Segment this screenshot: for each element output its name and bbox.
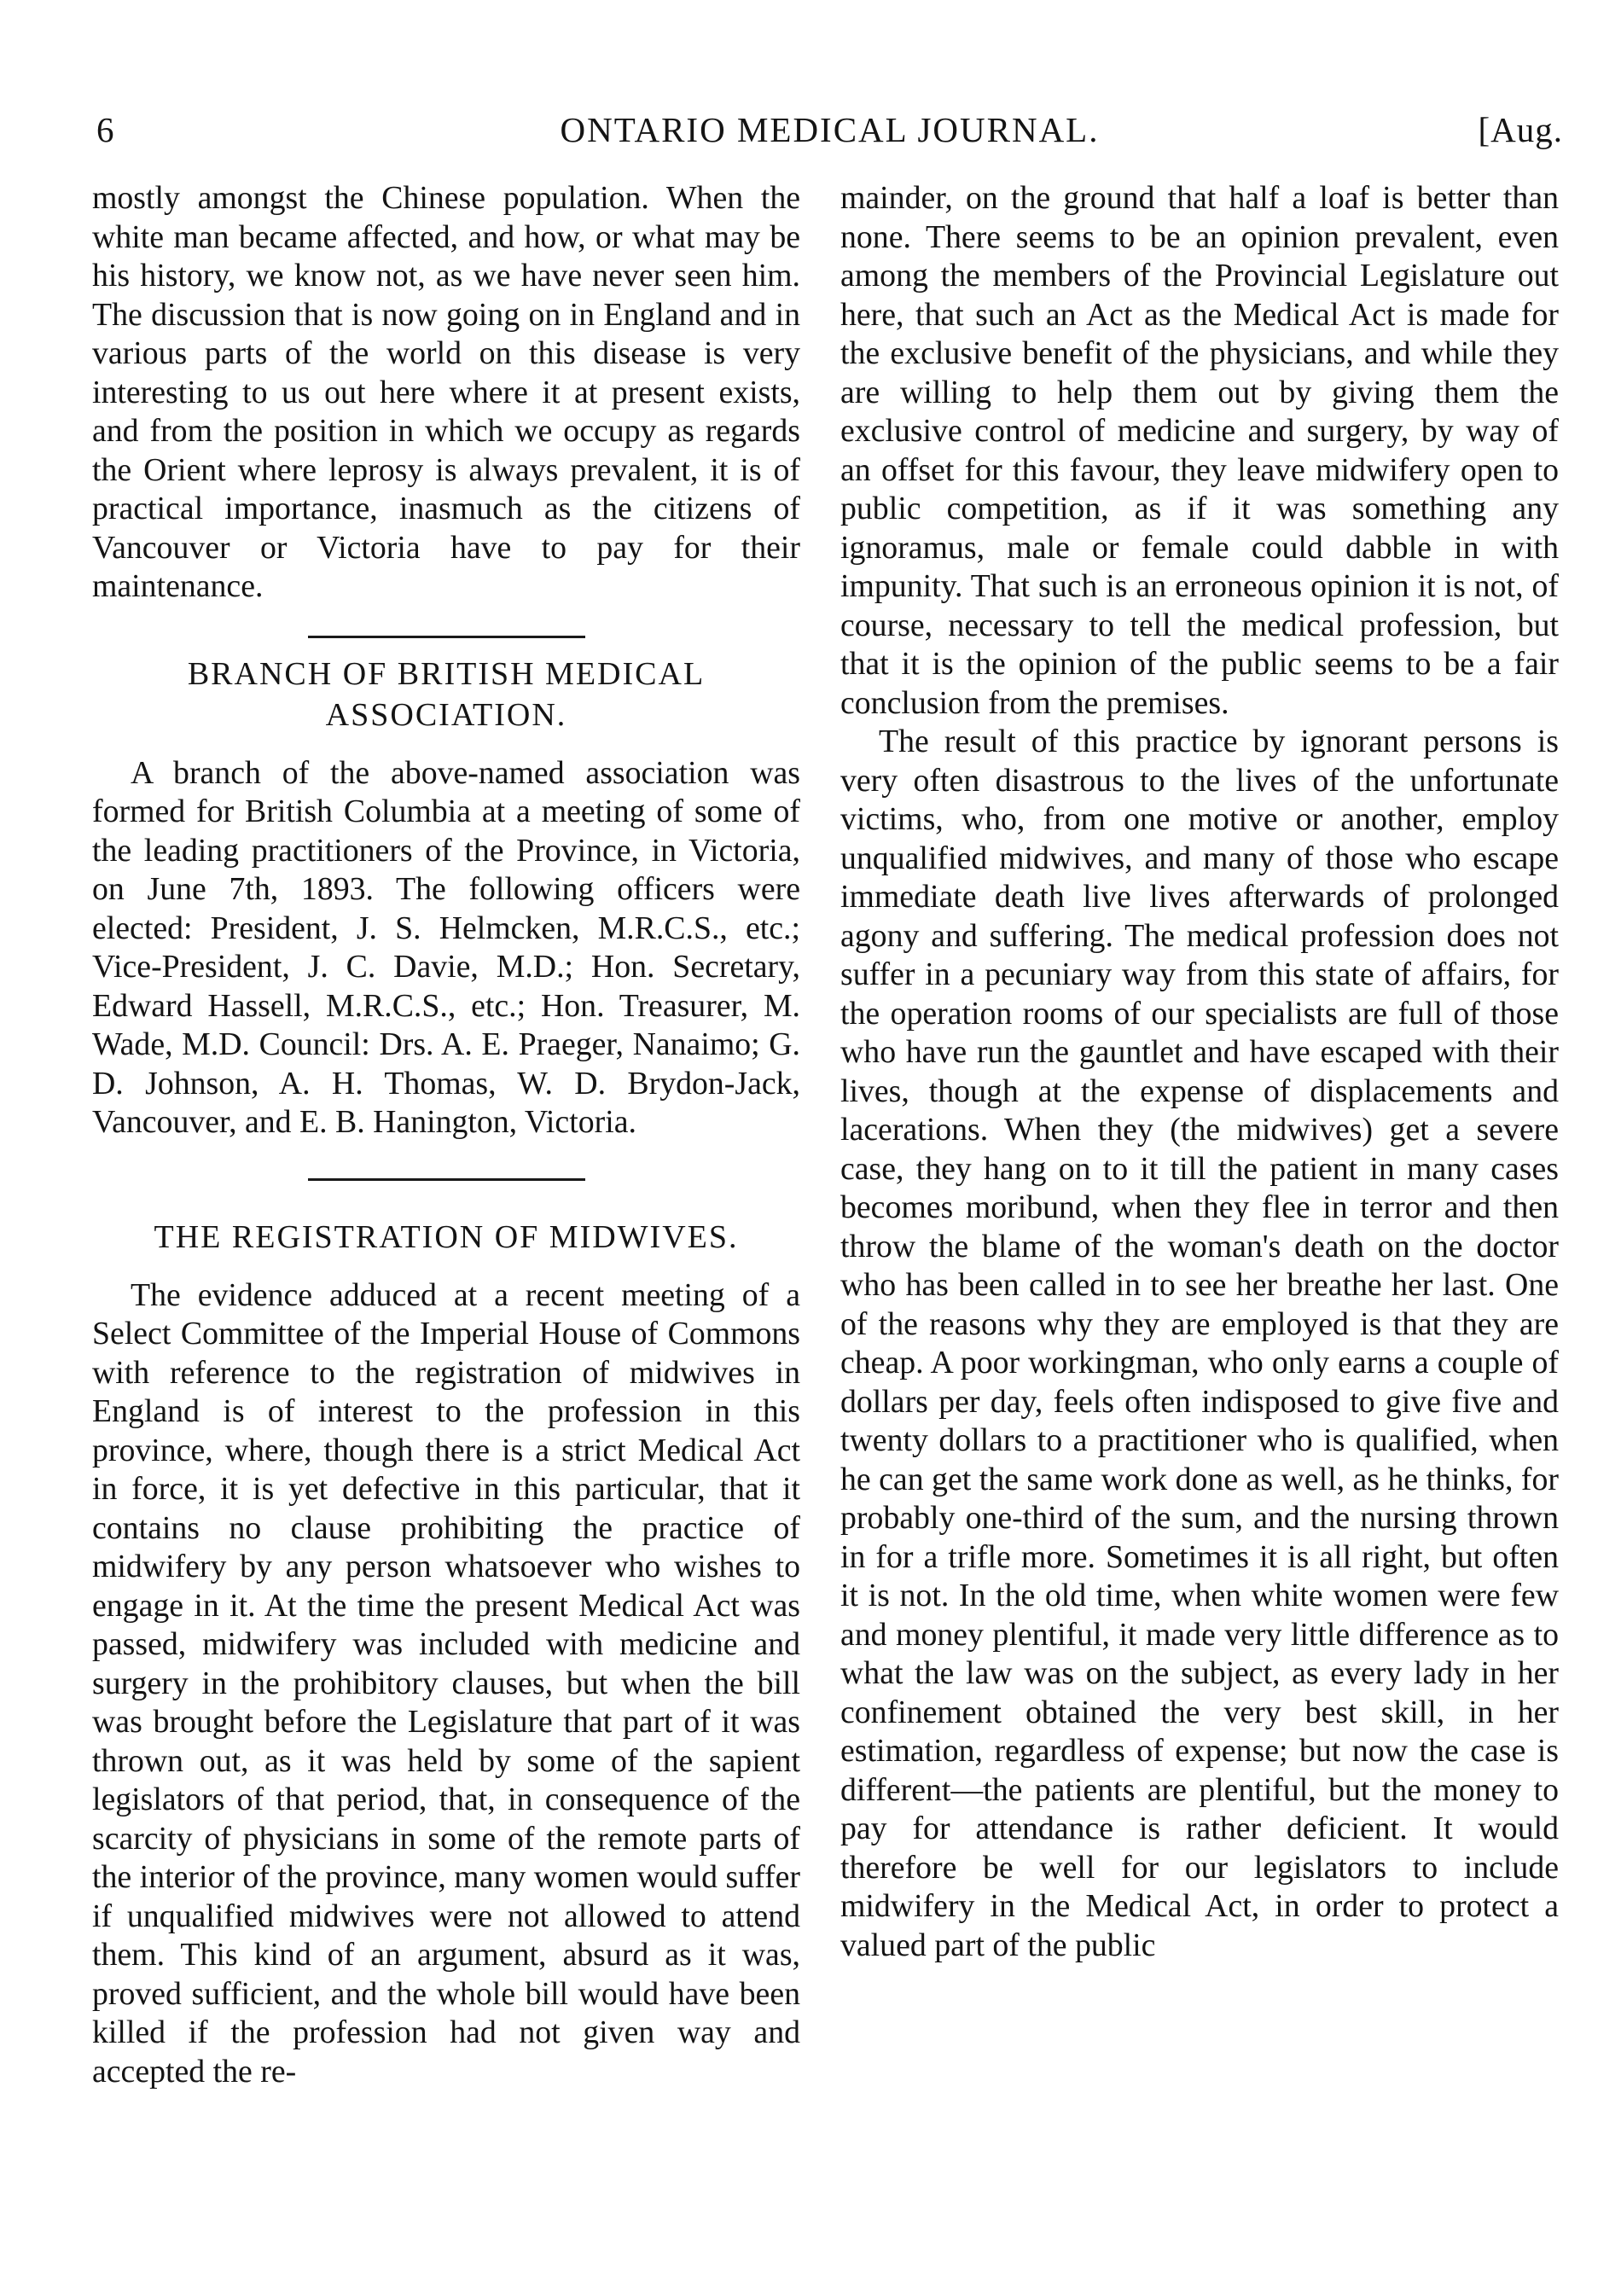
page-number: 6 — [96, 110, 115, 149]
midwives-section-title: THE REGISTRATION OF MIDWIVES. — [154, 1218, 739, 1255]
branch-section-title: BRANCH OF BRITISH MEDICAL ASSOCIATION. — [187, 655, 706, 733]
running-head — [90, 109, 1570, 157]
right-column — [840, 179, 1559, 1965]
section-divider — [308, 636, 585, 638]
midwives-section-body: The evidence adduced at a recent meeting of a Select Committee of the Imperial House of Commons with reference to the registration of midwives in England is of interest to the profession in this province, where, though there is a strict Medical Act in force, it is yet defective in this particular, that it contains no clause prohibiting the practice of midwifery by any person whatsoever who wishes to engage in it. At the time the present Medical Act was passed, midwifery was included with medicine and surgery in the prohibitory clauses, but when the bill was brought before the Legislature that part of it was thrown out, as it was held by some of the sapient legislators of that period, that, in consequence of the scarcity of physicians in some of the remote parts of the interior of the province, many women would suffer if unqualified midwives were not allowed to attend them. This kind of an argument, absurd as it was, proved sufficient, and the whole bill would have been killed if the profession had not given way and accepted the re- — [92, 1276, 800, 2090]
section-divider — [308, 1178, 585, 1181]
midwives-result-paragraph: The result of this practice by ignorant persons is very often disastrous to the lives of the unfortunate victims, who, from one motive or another, employ unqualified midwives, and many of those who escape immediate death live lives afterwards of prolonged agony and suffering. The medical profession does not suffer in a pecuniary way from this state of affairs, for the operation rooms of our specialists are full of those who have run the gauntlet and have escaped with their lives, though at the expense of displacements and lacerations. When they (the midwives) get a severe case, they hang on to it till the patient in many cases becomes moribund, when they flee in terror and then throw the blame of the woman's death on the doctor who has been called in to see her breathe her last. One of the reasons why they are employed is that they are cheap. A poor workingman, who only earns a couple of dollars per day, feels often indisposed to give five and twenty dollars to a practitioner who is qualified, when he can get the same work done as well, as he thinks, for probably one-third of the sum, and the nursing thrown in for a trifle more. Sometimes it is all right, but often it is not. In the old time, when white women were few and money plentiful, it made very little difference as to what the law was on the subject, as every lady in her confinement obtained the very best skill, in her estimation, regardless of expense; but now the case is different—the patients are plentiful, but the money to pay for attendance is rather deficient. It would therefore be well for our legislators to include midwifery in the Medical Act, in order to protect a valued part of the public — [840, 724, 1559, 1963]
midwives-continuation-paragraph: mainder, on the ground that half a loaf is better than none. There seems to be an opinion prevalent, even among the members of the Provincial Legislature out here, that such an Act as the Medical Act is made for the exclusive benefit of the physicians, and while they are willing to help them out by giving them the exclusive control of medicine and surgery, by way of an offset for this favour, they leave midwifery open to public competition, as if it was something any ignoramus, male or female could dabble in with impunity. That such is an erroneous opinion it is not, of course, necessary to tell the medical profession, but that it is the opinion of the public seems to be a fair conclusion from the premises. — [840, 180, 1559, 721]
branch-section-body: A branch of the above-named association was formed for British Columbia at a meeting of some of the leading practitioners of the Province, in Victoria, on June 7th, 1893. The following officers were elected: President, J. S. Helmcken, M.R.C.S., etc.; Vice-President, J. C. Davie, M.D.; Hon. Secretary, Edward Hassell, M.R.C.S., etc.; Hon. Treasurer, M. Wade, M.D. Council: Drs. A. E. Praeger, Nanaimo; G. D. Johnson, A. H. Thomas, W. D. Brydon-Jack, Vancouver, and E. B. Hanington, Victoria. — [92, 754, 800, 1140]
left-column — [92, 179, 800, 2091]
journal-title: ONTARIO MEDICAL JOURNAL. — [560, 110, 1100, 149]
leprosy-continuation-paragraph: mostly amongst the Chinese population. When the white man became affected, and how, or what may be his history, we know not, as we have never seen him. The discussion that is now going on in England and in various parts of the world on this disease is very interesting to us out here where it at present exists, and from the position in which we occupy as regards the Orient where leprosy is always prevalent, it is of practical importance, inasmuch as the citizens of Vancouver or Victoria have to pay for their maintenance. — [92, 180, 800, 604]
issue-month: [Aug. — [1478, 110, 1563, 149]
